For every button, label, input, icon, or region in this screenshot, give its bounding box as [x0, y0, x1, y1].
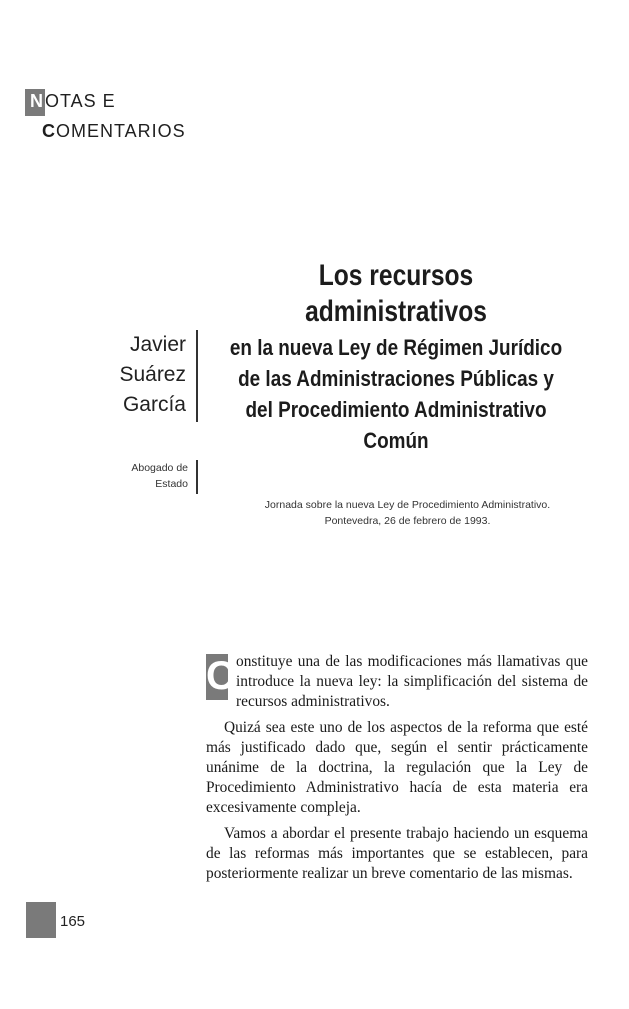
author-surname-2: García	[122, 393, 186, 416]
article-title: Los recursos administrativos	[305, 259, 487, 328]
author-first-name: Javier	[129, 333, 186, 356]
article-body	[206, 652, 588, 890]
header-initial-c: C	[42, 121, 56, 141]
article-title-block	[196, 258, 596, 456]
conference-line2: Pontevedra, 26 de febrero de 1993.	[324, 515, 491, 527]
page-number: 165	[60, 913, 86, 930]
section-header-line2	[42, 121, 186, 142]
author-block	[90, 330, 198, 422]
drop-cap: C	[206, 654, 235, 698]
paragraph-1-text: onstituye una de las modificaciones más llamativas que introduce la nueva ley: la simplificación del sistema de recursos administrativos.	[236, 653, 588, 710]
conference-line1: Jornada sobre la nueva Ley de Procedimiento Administrativo.	[264, 499, 551, 511]
conference-note	[210, 497, 605, 529]
section-header-line1	[25, 89, 225, 117]
author-affiliation	[110, 460, 198, 494]
header-text-line1: OTAS E	[45, 91, 116, 111]
body-paragraph-2: Quizá sea este uno de los aspectos de la reforma que esté más justificado dado que, según el sentir prácticamente unánime de la doctrina, la regulación que la Ley de Procedimiento Administrativo hacía de esta materia era excesivamente compleja.	[206, 719, 588, 816]
body-paragraph-1	[206, 652, 588, 712]
section-header	[25, 88, 225, 148]
affiliation-line1: Abogado de	[131, 462, 188, 474]
header-initial-n: N	[30, 91, 44, 111]
body-paragraph-3: Vamos a abordar el presente trabajo haciendo un esquema de las reformas más importantes que se establecen, para posteriormente realizar un breve comentario de las mismas.	[206, 825, 588, 882]
affiliation-line2: Estado	[155, 478, 188, 490]
header-text-line2: OMENTARIOS	[56, 121, 186, 141]
page-number-marker	[26, 902, 56, 938]
author-surname-1: Suárez	[119, 363, 186, 386]
article-subtitle: en la nueva Ley de Régimen Jurídico de las Administraciones Públicas y del Procedimiento Administrativo Común	[229, 335, 563, 453]
